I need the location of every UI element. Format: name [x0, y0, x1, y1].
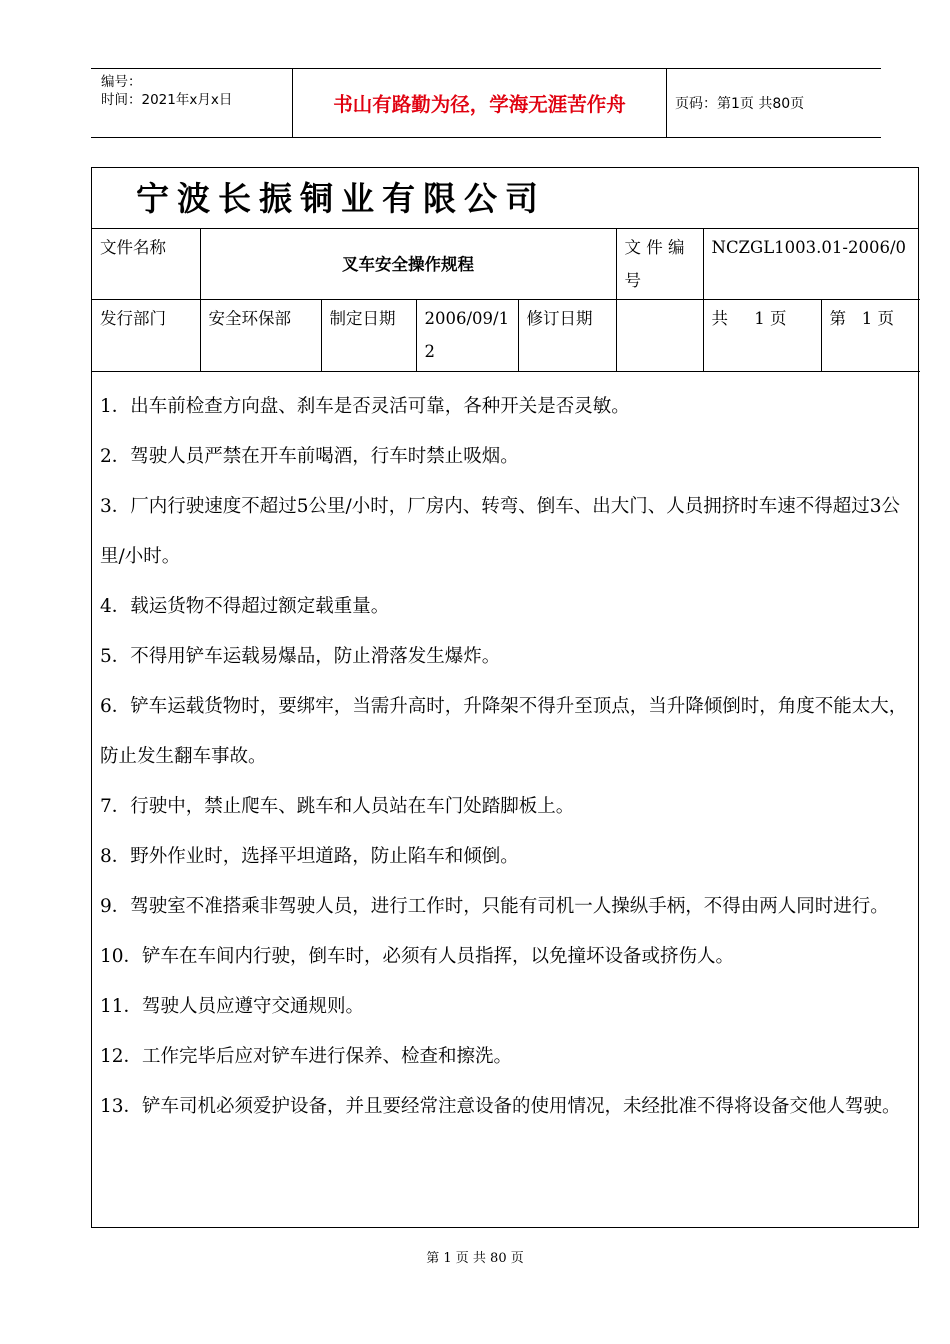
- page-number: 第 1 页: [821, 300, 920, 372]
- rule-item: 10．铲车在车间内行驶，倒车时，必须有人员指挥，以免撞坏设备或挤伤人。: [100, 946, 735, 967]
- rule-item: 6．铲车运载货物时，要绑牢，当需升高时，升降架不得升至顶点，当升降倾倒时，角度不能太大，防止发生翻车事故。: [100, 696, 908, 767]
- rule-item: 12．工作完毕后应对铲车进行保养、检查和擦洗。: [100, 1046, 513, 1067]
- rule-item: 5．不得用铲车运载易爆品，防止滑落发生爆炸。: [100, 646, 501, 667]
- time-label: 时间：2021年x月x日: [101, 92, 233, 108]
- company-row: [92, 168, 918, 229]
- company-name: 宁波长振铜业有限公司: [136, 179, 546, 218]
- page-info: 页码：第1页 共80页: [675, 96, 805, 112]
- file-no-label: 文 件 编 号: [616, 229, 703, 300]
- document-frame: [91, 167, 919, 1228]
- meta-table: [92, 229, 920, 372]
- rule-item: 7．行驶中，禁止爬车、跳车和人员站在车门处踏脚板上。: [100, 796, 575, 817]
- rule-item: 11．驾驶人员应遵守交通规则。: [100, 996, 365, 1017]
- rule-item: 4．载运货物不得超过额定载重量。: [100, 596, 390, 617]
- dept-value: 安全环保部: [200, 300, 321, 372]
- file-no: NCZGL1003.01-2006/0: [703, 229, 920, 300]
- file-name-label: 文件名称: [92, 229, 200, 300]
- total-pages: 共 1 页: [703, 300, 821, 372]
- rule-item: 3．厂内行驶速度不超过5公里/小时，厂房内、转弯、倒车、出大门、人员拥挤时车速不得超过3公里/小时。: [100, 496, 901, 567]
- rule-item: 9．驾驶室不准搭乘非驾驶人员，进行工作时，只能有司机一人操纵手柄，不得由两人同时进行。: [100, 896, 889, 917]
- rules-list: [92, 372, 918, 1132]
- rule-item: 13．铲车司机必须爱护设备，并且要经常注意设备的使用情况，未经批准不得将设备交他人驾驶。: [100, 1096, 901, 1117]
- made-date-label: 制定日期: [321, 300, 416, 372]
- revise-date-label: 修订日期: [518, 300, 616, 372]
- rule-item: 2．驾驶人员严禁在开车前喝酒，行车时禁止吸烟。: [100, 446, 519, 467]
- page-footer: 第 1 页 共 80 页: [426, 1251, 524, 1266]
- number-label: 编号：: [101, 74, 142, 90]
- document-title: 叉车安全操作规程: [200, 229, 616, 300]
- dept-label: 发行部门: [92, 300, 200, 372]
- page-header: [91, 68, 881, 138]
- revise-date: [616, 300, 703, 372]
- rule-item: 8．野外作业时，选择平坦道路，防止陷车和倾倒。: [100, 846, 519, 867]
- motto: 书山有路勤为径，学海无涯苦作舟: [292, 69, 667, 137]
- rule-item: 1．出车前检查方向盘、刹车是否灵活可靠，各种开关是否灵敏。: [100, 396, 630, 417]
- made-date: 2006/09/12: [416, 300, 518, 372]
- header-info: [101, 73, 232, 109]
